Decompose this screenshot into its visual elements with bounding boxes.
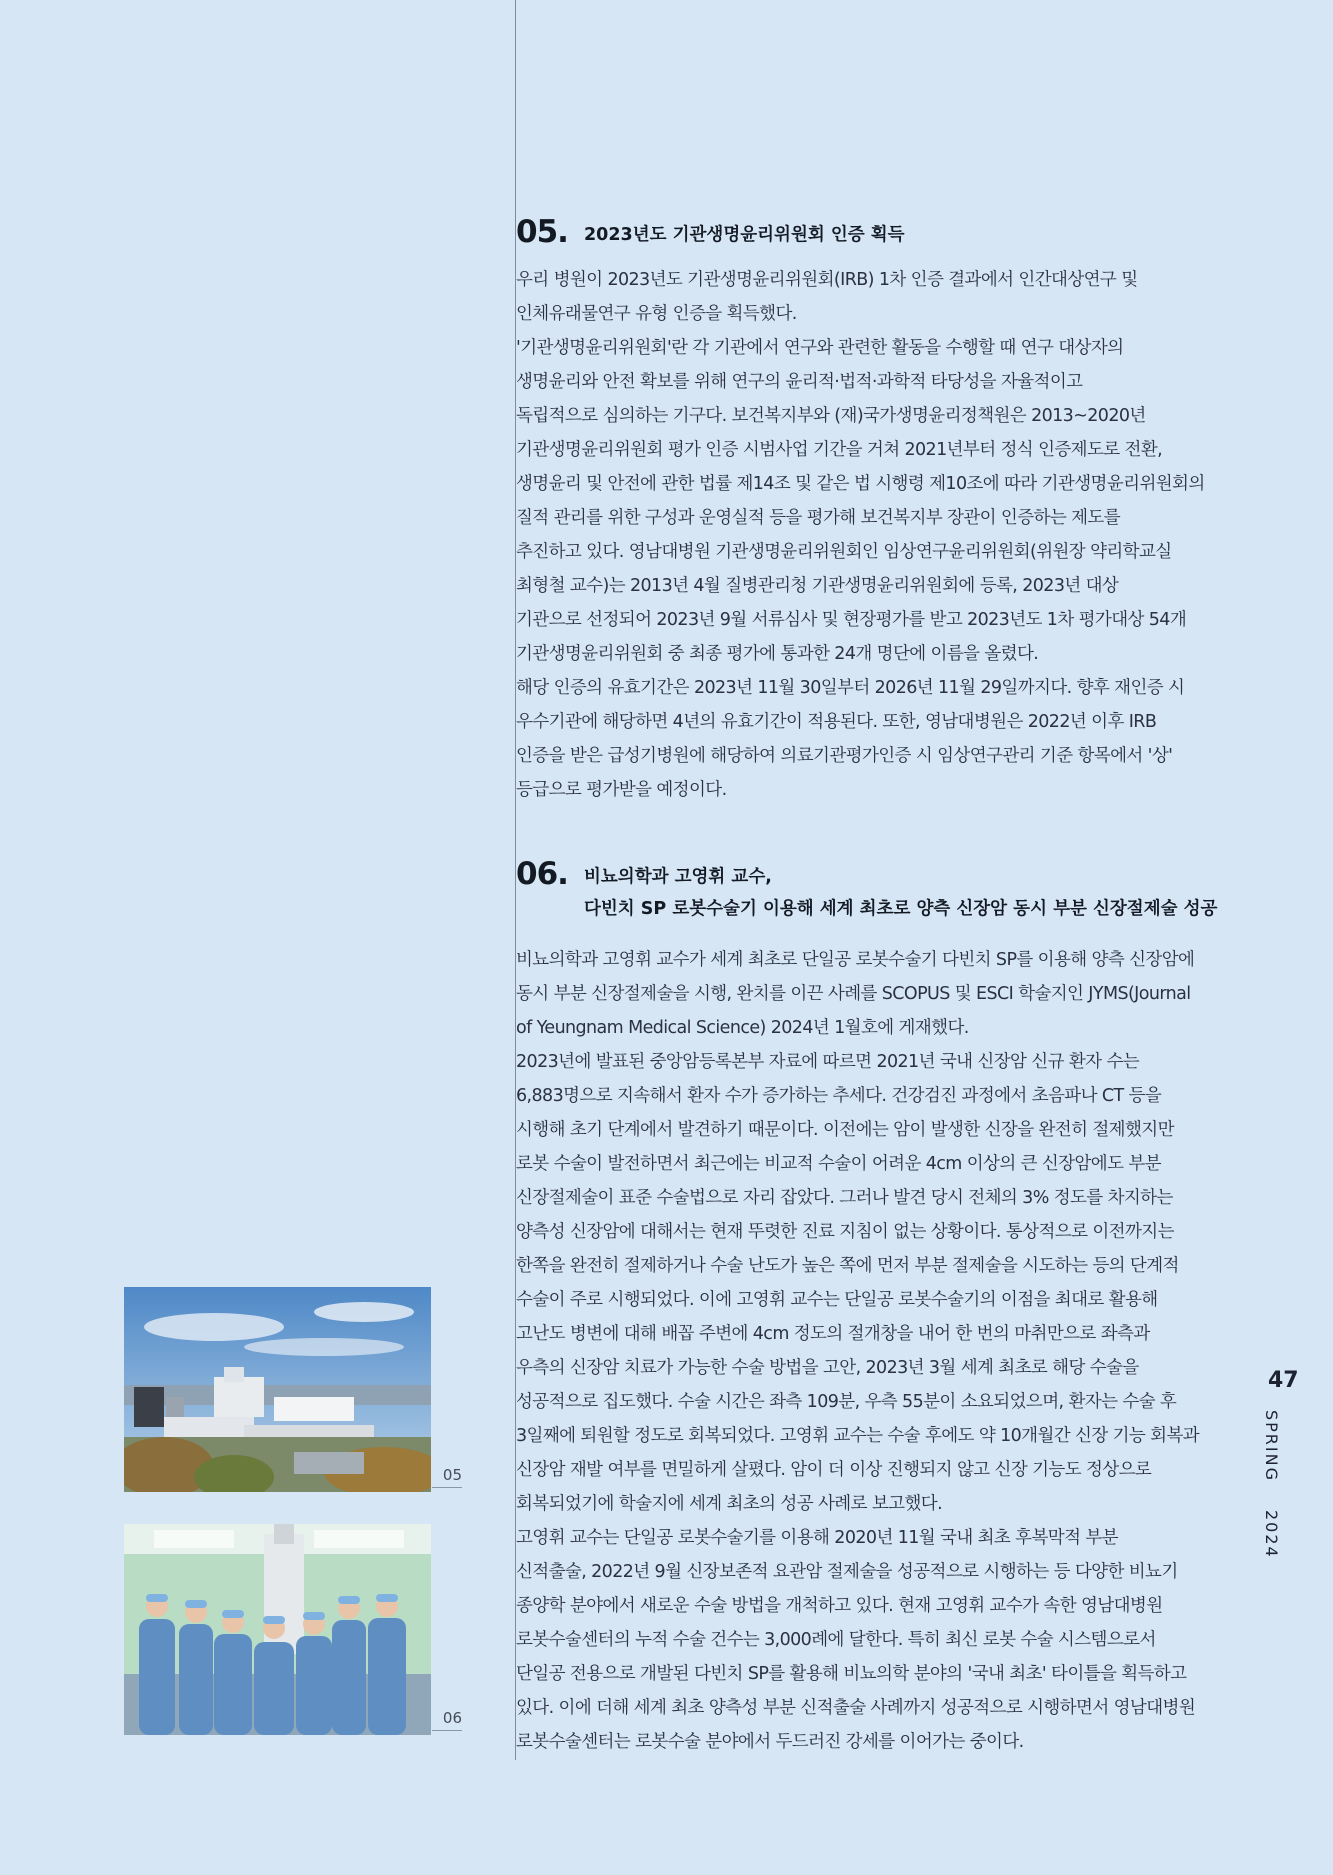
body-text-line: 신장절제술이 표준 수술법으로 자리 잡았다. 그러나 발견 당시 전체의 3% 정도를 차지하는: [516, 1188, 1173, 1208]
body-text-line: 3일째에 퇴원할 정도로 회복되었다. 고영휘 교수는 수술 후에도 약 10개월간 신장 기능 회복과: [516, 1426, 1200, 1446]
body-text-line: 인증을 받은 급성기병원에 해당하여 의료기관평가인증 시 임상연구관리 기준 항목에서 '상': [516, 746, 1173, 766]
body-text-line: 해당 인증의 유효기간은 2023년 11월 30일부터 2026년 11월 29일까지다. 향후 재인증 시: [516, 678, 1185, 698]
body-text-line: 동시 부분 신장절제술을 시행, 완치를 이끈 사례를 SCOPUS 및 ESCI 학술지인 JYMS(Journal: [516, 984, 1191, 1004]
issue-label: [1262, 1410, 1281, 1559]
section-06-title: [584, 855, 1217, 925]
section-06-number: 06.: [516, 856, 568, 892]
body-text-line: 단일공 전용으로 개발된 다빈치 SP를 활용해 비뇨의학 분야의 '국내 최초' 타이틀을 획득하고: [516, 1664, 1187, 1684]
surgical-team-image: [124, 1524, 431, 1735]
body-text-line: 우수기관에 해당하면 4년의 유효기간이 적용된다. 또한, 영남대병원은 2022년 이후 IRB: [516, 712, 1157, 732]
body-text-line: 있다. 이에 더해 세계 최초 양측성 부분 신적출술 사례까지 성공적으로 시행하면서 영남대병원: [516, 1698, 1196, 1718]
surgical-team-photo: [124, 1524, 431, 1735]
body-text-line: 기관으로 선정되어 2023년 9월 서류심사 및 현장평가를 받고 2023년도 1차 평가대상 54개: [516, 610, 1187, 630]
section-05-title: 2023년도 기관생명윤리위원회 인증 획득: [584, 225, 905, 245]
body-text-line: 비뇨의학과 고영휘 교수가 세계 최초로 단일공 로봇수술기 다빈치 SP를 이용해 양측 신장암에: [516, 950, 1195, 970]
body-text-line: 우측의 신장암 치료가 가능한 수술 방법을 고안, 2023년 3월 세계 최초로 해당 수술을: [516, 1358, 1139, 1378]
body-text-line: 로봇 수술이 발전하면서 최근에는 비교적 수술이 어려운 4cm 이상의 큰 신장암에도 부분: [516, 1154, 1161, 1174]
body-text-line: 독립적으로 심의하는 기구다. 보건복지부와 (재)국가생명윤리정책원은 2013~2020년: [516, 406, 1146, 426]
body-text-line: 2023년에 발표된 중앙암등록본부 자료에 따르면 2021년 국내 신장암 신규 환자 수는: [516, 1052, 1140, 1072]
body-text-line: 한쪽을 완전히 절제하거나 수술 난도가 높은 쪽에 먼저 부분 절제술을 시도하는 등의 단계적: [516, 1256, 1179, 1276]
body-text-line: 시행해 초기 단계에서 발견하기 때문이다. 이전에는 암이 발생한 신장을 완전히 절제했지만: [516, 1120, 1174, 1140]
body-text-line: 기관생명윤리위원회 평가 인증 시범사업 기간을 거쳐 2021년부터 정식 인증제도로 전환,: [516, 440, 1163, 460]
hospital-aerial-photo: [124, 1287, 431, 1492]
body-text-line: 기관생명윤리위원회 중 최종 평가에 통과한 24개 명단에 이름을 올렸다.: [516, 644, 1039, 664]
section-06: [516, 855, 1226, 1759]
body-text-line: 최형철 교수)는 2013년 4월 질병관리청 기관생명윤리위원회에 등록, 2023년 대상: [516, 576, 1119, 596]
section-06-title-line-1: 비뇨의학과 고영휘 교수,: [584, 867, 772, 887]
section-06-body: [516, 943, 1226, 1759]
issue-year: 2024: [1262, 1510, 1281, 1559]
body-text-line: 회복되었기에 학술지에 세계 최초의 성공 사례로 보고했다.: [516, 1494, 943, 1514]
body-text-line: 6,883명으로 지속해서 환자 수가 증가하는 추세다. 건강검진 과정에서 초음파나 CT 등을: [516, 1086, 1162, 1106]
section-06-title-line-2: 다빈치 SP 로봇수술기 이용해 세계 최초로 양측 신장암 동시 부분 신장절제술 성공: [584, 899, 1218, 919]
body-text-line: 고영휘 교수는 단일공 로봇수술기를 이용해 2020년 11월 국내 최초 후복막적 부분: [516, 1528, 1118, 1548]
body-text-line: 신장암 재발 여부를 면밀하게 살폈다. 암이 더 이상 진행되지 않고 신장 기능도 정상으로: [516, 1460, 1152, 1480]
body-text-line: 로봇수술센터의 누적 수술 건수는 3,000례에 달한다. 특히 최신 로봇 수술 시스템으로서: [516, 1630, 1156, 1650]
body-text-line: 생명윤리 및 안전에 관한 법률 제14조 및 같은 법 시행령 제10조에 따라 기관생명윤리위원회의: [516, 474, 1205, 494]
body-text-line: of Yeungnam Medical Science) 2024년 1월호에 게재했다.: [516, 1018, 969, 1038]
body-text-line: 생명윤리와 안전 확보를 위해 연구의 윤리적·법적·과학적 타당성을 자율적이고: [516, 372, 1083, 392]
issue-season: SPRING: [1262, 1410, 1281, 1483]
body-text-line: '기관생명윤리위원회'란 각 기관에서 연구와 관련한 활동을 수행할 때 연구 대상자의: [516, 338, 1124, 358]
section-05-number: 05.: [516, 214, 568, 250]
body-text-line: 성공적으로 집도했다. 수술 시간은 좌측 109분, 우측 55분이 소요되었으며, 환자는 수술 후: [516, 1392, 1177, 1412]
photo-06-caption: 06: [432, 1709, 462, 1731]
body-text-line: 질적 관리를 위한 구성과 운영실적 등을 평가해 보건복지부 장관이 인증하는 제도를: [516, 508, 1120, 528]
section-05-header: [516, 213, 1226, 251]
body-text-line: 인체유래물연구 유형 인증을 획득했다.: [516, 304, 797, 324]
section-05-body: [516, 263, 1226, 807]
body-text-line: 추진하고 있다. 영남대병원 기관생명윤리위원회인 임상연구윤리위원회(위원장 약리학교실: [516, 542, 1172, 562]
body-text-line: 우리 병원이 2023년도 기관생명윤리위원회(IRB) 1차 인증 결과에서 인간대상연구 및: [516, 270, 1138, 290]
section-06-header: [516, 855, 1226, 925]
hospital-aerial-image: [124, 1287, 431, 1492]
body-text-line: 등급으로 평가받을 예정이다.: [516, 780, 727, 800]
body-text-line: 종양학 분야에서 새로운 수술 방법을 개척하고 있다. 현재 고영휘 교수가 속한 영남대병원: [516, 1596, 1163, 1616]
body-text-line: 로봇수술센터는 로봇수술 분야에서 두드러진 강세를 이어가는 중이다.: [516, 1732, 1024, 1752]
body-text-line: 신적출술, 2022년 9월 신장보존적 요관암 절제술을 성공적으로 시행하는 등 다양한 비뇨기: [516, 1562, 1178, 1582]
body-text-line: 양측성 신장암에 대해서는 현재 뚜렷한 진료 지침이 없는 상황이다. 통상적으로 이전까지는: [516, 1222, 1174, 1242]
body-text-line: 수술이 주로 시행되었다. 이에 고영휘 교수는 단일공 로봇수술기의 이점을 최대로 활용해: [516, 1290, 1158, 1310]
photo-05-caption: 05: [432, 1466, 462, 1488]
body-text-line: 고난도 병변에 대해 배꼽 주변에 4cm 정도의 절개창을 내어 한 번의 마취만으로 좌측과: [516, 1324, 1150, 1344]
page-number: 47: [1268, 1368, 1299, 1393]
section-05: [516, 213, 1226, 807]
